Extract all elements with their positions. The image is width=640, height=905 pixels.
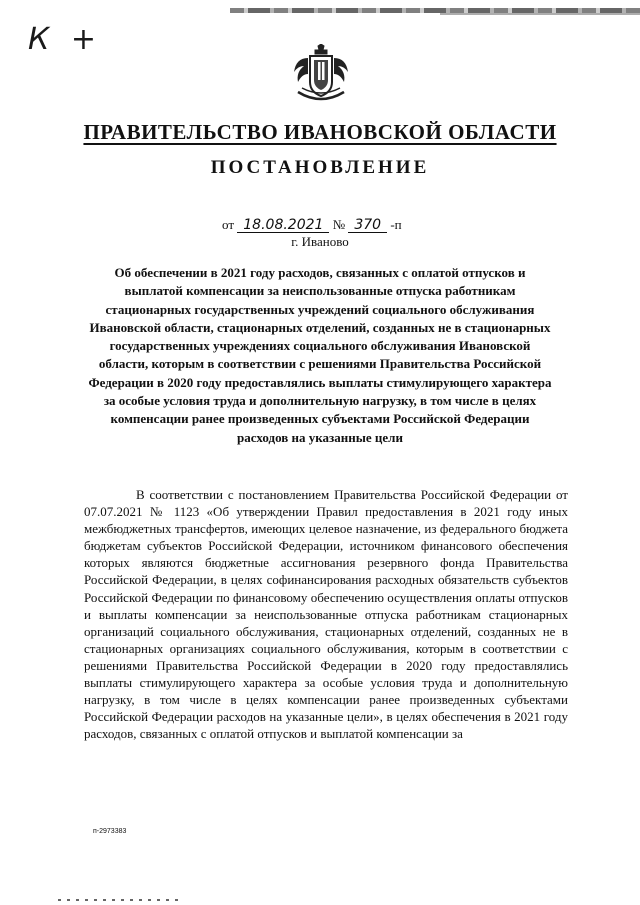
date-prefix: от <box>222 217 235 232</box>
number-suffix: -п <box>390 217 402 232</box>
document-code: п-2973383 <box>93 828 127 835</box>
document-body: В соответствии с постановлением Правительства Российской Федерации от 07.07.2021 № 1123 «Об утверждении Правил предоставления в 2021 году иных межбюджетных трансфертов, имеющих целевое назначение, из федерального бюджета бюджетам субъектов Российской Федерации, источником финансового обеспечения которых являются бюджетные ассигнования резервного фонда Правительства Российской Федерации, в целях софинансирования расходных обязательств субъектов Российской Федерации по финансовому обеспечению осуществления оплаты отпусков и выплаты компенсации за неиспользованные отпуска работникам стационарных организаций социального обслуживания, стационарных отделений, созданных не в стационарных организациях социального обслуживания, которым в соответствии с решениями Правительства Российской Федерации в 2020 году предоставлялись выплаты стимулирующего характера за особые условия труда и дополнительную нагрузку, в том числе в целях компенсации ранее произведенных субъектами Российской Федерации расходов на указанные цели», в целях обеспечения в 2021 году расходов, связанных с оплатой отпусков и выплатой компенсации за <box>84 487 568 742</box>
scan-artifact-bottom <box>58 899 178 901</box>
city-name: г. Иваново <box>291 234 349 249</box>
coat-of-arms-icon <box>288 44 354 102</box>
handwritten-note: К + <box>28 22 102 57</box>
document-date: 18.08.2021 <box>237 218 329 233</box>
document-number: 370 <box>348 218 387 233</box>
scan-artifact-top-line <box>440 13 640 15</box>
government-title: ПРАВИТЕЛЬСТВО ИВАНОВСКОЙ ОБЛАСТИ <box>83 120 557 144</box>
number-sign: № <box>332 217 346 232</box>
document-type: ПОСТАНОВЛЕНИЕ <box>210 157 430 178</box>
date-number-line <box>222 217 402 233</box>
document-subject: Об обеспечении в 2021 году расходов, связанных с оплатой отпусков и выплатой компенсации за неиспользованные отпуска работникам стационарных государственных учреждений социального обслуживания Ивановской области, стационарных отделений, созданных не в стационарных государственных учреждениях социального обслуживания Ивановской области, которым в соответствии с решениями Правительства Российской Федерации в 2020 году предоставлялись выплаты стимулирующего характера за особые условия труда и дополнительную нагрузку, в том числе в целях компенсации ранее произведенных субъектами Российской Федерации расходов на указанные цели <box>88 265 552 445</box>
